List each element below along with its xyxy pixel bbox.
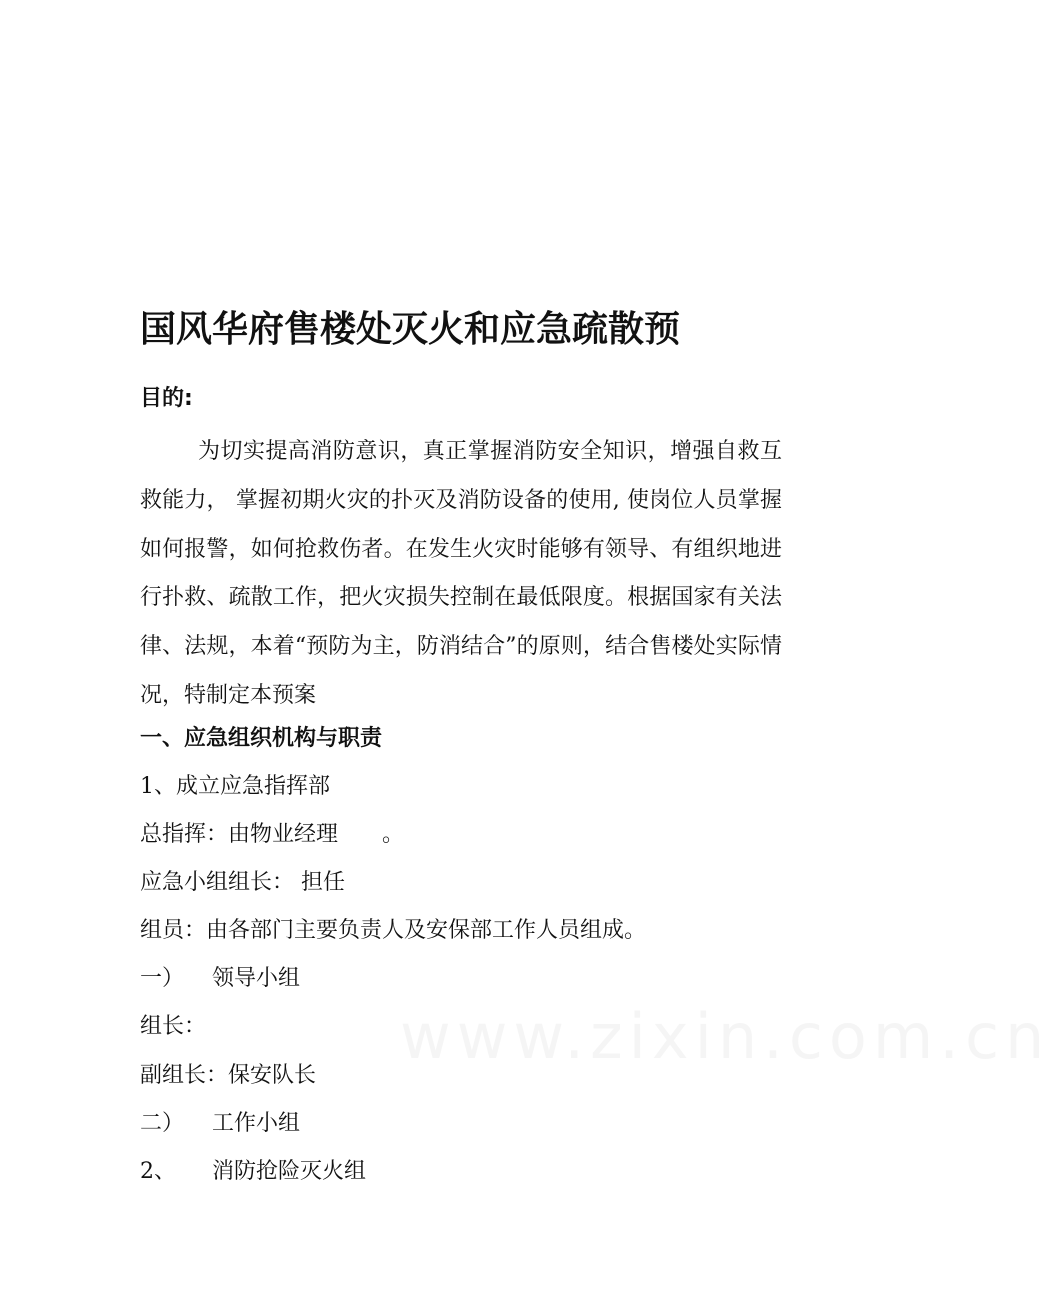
item2-line [140,1157,366,1187]
commander-line: 总指挥：由物业经理 。 [140,822,405,847]
members-line: 组员：由各部门主要负责人及安保部工作人员组成。 [140,918,647,943]
sub1-label: 领导小组 [212,966,301,991]
sub2-line [140,1109,300,1139]
purpose-heading: 目的: [140,386,193,411]
deputy-leader-line: 副组长：保安队长 [140,1063,317,1088]
purpose-paragraph: 为切实提高消防意识，真正掌握消防安全知识，增强自救互救能力， 掌握初期火灾的扑灭及消防设备的使用, 使岗位人员掌握如何报警，如何抢救伤者。在发生火灾时能够有领导、有组织地进行扑救、疏散工作，把火灾损失控制在最低限度。根据国家有关法律、法规，本着“预防为主，防消结合”的原则，结合售楼处实际情况，特制定本预案 [140,439,782,708]
site-watermark: www.zixin.com.cn [400,1000,1050,1073]
sub1-line [140,964,300,994]
item2-label: 消防抢险灭火组 [212,1159,367,1184]
item2-number: 2、 [140,1159,176,1184]
sub1-number: 一） [140,966,185,991]
item1-line: 1、成立应急指挥部 [140,774,330,799]
sub2-number: 二） [140,1111,185,1136]
leader-line: 组长： [140,1014,207,1039]
document-title: 国风华府售楼处灭火和应急疏散预 [140,309,681,350]
sub2-label: 工作小组 [212,1111,301,1136]
group-leader-line: 应急小组组长： 担任 [140,870,345,895]
section1-heading: 一、应急组织机构与职责 [140,726,383,751]
